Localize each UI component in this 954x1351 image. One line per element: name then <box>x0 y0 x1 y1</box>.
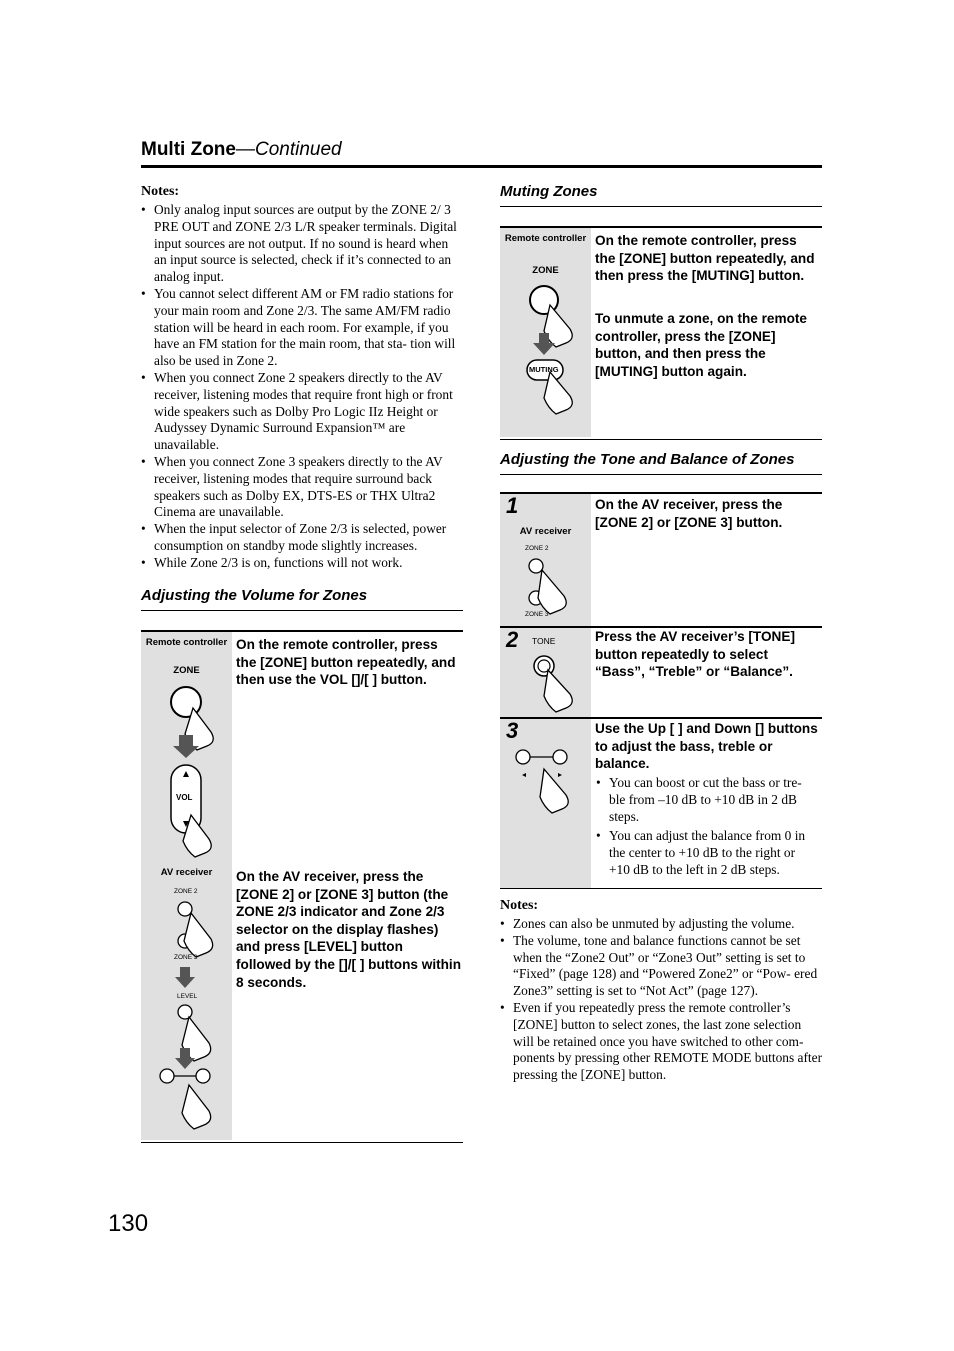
tone-step3-text: Use the Up [ ] and Down [] buttons to adjust the bass, treble or balance. <box>595 721 818 772</box>
page-number: 130 <box>108 1210 149 1237</box>
left-note-item: • When the input selector of Zone 2/3 is selected, power consumption on standby mode slightly increases. <box>141 521 464 555</box>
left-notes <box>141 184 464 572</box>
left-notes-title: Notes: <box>141 184 180 199</box>
muting-text2: To unmute a zone, on the remote controller, press the [ZONE] button, and then press the [MUTING] button again. <box>595 311 807 379</box>
tone-zone3-label: ZONE 3 <box>525 611 549 618</box>
tone-step3-illustration <box>500 745 591 820</box>
vol-label: VOL <box>176 793 193 802</box>
tone-step2-text: Press the AV receiver’s [TONE] button repeatedly to select “Bass”, “Treble” or “Balance”. <box>595 629 795 680</box>
muting-remote-label: Remote controller <box>504 233 587 244</box>
muting-title-rule <box>500 206 822 207</box>
header-rule <box>141 165 822 168</box>
muting-section-title: Muting Zones <box>500 183 598 200</box>
header-title: Multi Zone <box>141 139 236 160</box>
header-continued: —Continued <box>235 139 342 160</box>
tone-bottom-rule <box>500 888 822 889</box>
tone-zone2-label: ZONE 2 <box>525 545 549 552</box>
left-note-item: • When you connect Zone 2 speakers directly to the AV receiver, listening modes that require front high or front wide speakers such as Dolby Pro Logic IIz Height or Audyssey Dynamic Surround Expansion™ are unavailable. <box>141 370 464 454</box>
tone-step3-bullet: • You can adjust the balance from 0 in the center to +10 dB to the right or +10 dB to the left in 2 dB steps. <box>596 828 818 878</box>
volume-step2-text: On the AV receiver, press the [ZONE 2] or [ZONE 3] button (the ZONE 2/3 indicator and Zone 2/3 selector on the display flashes) and press [LEVEL] button followed by the []/[ ] buttons within 8 seconds. <box>236 869 462 990</box>
volume-level-label: LEVEL <box>177 993 198 1000</box>
muting-button-label: MUTING <box>529 365 559 374</box>
page-header <box>141 139 342 161</box>
volume-zone-label: ZONE <box>173 665 200 676</box>
tone-step3-bullet: • You can boost or cut the bass or tre- ble from –10 dB to +10 dB in 2 dB steps. <box>596 775 818 825</box>
right-notes <box>500 898 823 1084</box>
tone-step1-number: 1 <box>506 493 519 518</box>
volume-av-illustration <box>141 895 232 1135</box>
right-notes-title: Notes: <box>500 898 539 913</box>
volume-step1-text: On the remote controller, press the [ZONE] button repeatedly, and then use the VOL []/[ ] button. <box>236 637 456 688</box>
tone-section-title: Adjusting the Tone and Balance of Zones <box>500 451 795 468</box>
left-note-item: • Only analog input sources are output by the ZONE 2/ 3 PRE OUT and ZONE 2/3 L/R speaker terminals. Digital input sources are not output. If no sound is heard when an input source is selected, check if it’s connected to an analog input. <box>141 202 464 286</box>
volume-zone3-label: ZONE 3 <box>174 954 198 961</box>
volume-remote-label: Remote controller <box>145 637 228 648</box>
volume-title-rule <box>141 610 463 611</box>
tone-step2-illustration <box>500 650 591 715</box>
muting-zone-label: ZONE <box>532 265 559 276</box>
left-note-item: • While Zone 2/3 is on, functions will not work. <box>141 555 464 572</box>
muting-illustration <box>500 280 591 425</box>
volume-zone2-label: ZONE 2 <box>174 888 198 895</box>
tone-step3-number: 3 <box>506 718 519 743</box>
left-note-item: • You cannot select different AM or FM radio stations for your main room and Zone 2/3. The same AM/FM radio station will be heard in each room. For example, if you have an FM station for the main room, that sta- tion will also be used in Zone 2. <box>141 286 464 370</box>
right-note-item: • Even if you repeatedly press the remote controller’s [ZONE] button to select zones, the last zone selection will be retained once you have switched to other com- ponents by pressing other REMOTE MODE buttons after pressing the [ZONE] button. <box>500 1000 823 1084</box>
tone-step2-label: TONE <box>532 636 556 646</box>
muting-text1: On the remote controller, press the [ZONE] button repeatedly, and then press the [MUTING] button. <box>595 233 815 284</box>
volume-av-label: AV receiver <box>160 867 213 878</box>
tone-step1-text: On the AV receiver, press the [ZONE 2] or [ZONE 3] button. <box>595 497 783 530</box>
volume-section-title: Adjusting the Volume for Zones <box>141 587 368 604</box>
right-note-item: • Zones can also be unmuted by adjusting the volume. <box>500 916 823 933</box>
tone-step1-label: AV receiver <box>519 526 572 537</box>
tone-title-rule <box>500 474 822 475</box>
right-note-item: • The volume, tone and balance functions cannot be set when the “Zone2 Out” or “Zone3 Out” setting is set to “Fixed” (page 128) and “Powered Zone2” or “Pow- ered Zone3” setting is set to “Not Act” (page 127). <box>500 933 823 1000</box>
tone-step2-number: 2 <box>506 627 519 652</box>
left-note-item: • When you connect Zone 3 speakers directly to the AV receiver, listening modes that require surround back speakers such as Dolby EX, DTS-ES or THX Ultra2 Cinema are unavailable. <box>141 454 464 521</box>
